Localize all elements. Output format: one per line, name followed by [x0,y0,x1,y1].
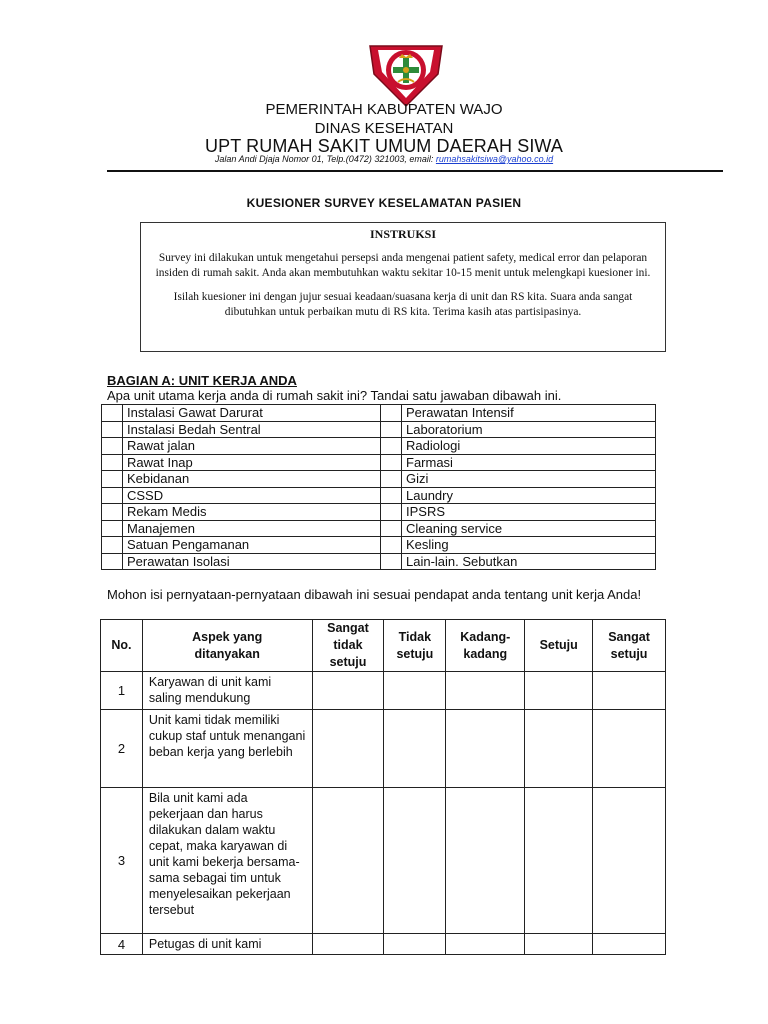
header-sts-text: Sangat tidak setuju [327,621,369,669]
unit-label-right: Perawatan Intensif [402,405,656,422]
unit-label-right: Gizi [402,471,656,488]
section-a-question: Apa unit utama kerja anda di rumah sakit ini? Tandai satu jawaban dibawah ini. [107,388,562,403]
unit-selection-table [101,404,656,570]
header-kadang-text: Kadang-kadang [460,629,511,661]
answer-cell-sangat-tidak-setuju[interactable] [312,934,384,955]
header-ts-text: Tidak setuju [396,629,434,661]
instruction-paragraph-1: Survey ini dilakukan untuk mengetahui persepsi anda mengenai patient safety, medical error dan pelaporan insiden di rumah sakit. Anda akan membutuhkan waktu sekitar 10-15 menit untuk melengkapi kuesioner ini. [155,251,651,279]
unit-label-left: Rawat jalan [123,438,381,455]
unit-label-right: Laboratorium [402,421,656,438]
item-number: 1 [101,672,143,710]
answer-cell-sangat-tidak-setuju[interactable] [312,710,384,788]
address-text: Jalan Andi Djaja Nomor 01, Telp.(0472) 321003, email: [214,154,434,164]
item-text: Petugas di unit kami [142,934,312,955]
unit-checkbox-left[interactable] [102,405,123,422]
unit-row [102,454,656,471]
answer-cell-kadang[interactable] [446,710,525,788]
unit-label-right: Laundry [402,487,656,504]
unit-checkbox-left[interactable] [102,438,123,455]
unit-row [102,438,656,455]
unit-checkbox-left[interactable] [102,504,123,521]
unit-checkbox-left[interactable] [102,553,123,570]
unit-checkbox-right[interactable] [381,421,402,438]
header-address [0,154,768,164]
unit-checkbox-right[interactable] [381,454,402,471]
statement-prompt: Mohon isi pernyataan-pernyataan dibawah ini sesuai pendapat anda tentang unit kerja Anda! [107,587,642,602]
unit-label-right: Radiologi [402,438,656,455]
unit-label-right: Farmasi [402,454,656,471]
header-tidak-setuju [384,620,446,672]
answer-cell-setuju[interactable] [525,672,593,710]
answer-cell-kadang[interactable] [446,672,525,710]
unit-checkbox-right[interactable] [381,487,402,504]
unit-row [102,405,656,422]
unit-label-left: Perawatan Isolasi [123,553,381,570]
instruction-heading: INSTRUKSI [369,227,437,241]
likert-row [101,788,666,934]
unit-checkbox-left[interactable] [102,537,123,554]
header-kadang [446,620,525,672]
header-no: No. [101,620,143,672]
unit-row [102,421,656,438]
answer-cell-tidak-setuju[interactable] [384,710,446,788]
unit-label-right: IPSRS [402,504,656,521]
unit-row [102,471,656,488]
unit-checkbox-right[interactable] [381,471,402,488]
unit-label-right: Kesling [402,537,656,554]
unit-row [102,504,656,521]
unit-checkbox-left[interactable] [102,471,123,488]
answer-cell-sangat-setuju[interactable] [593,672,666,710]
section-a-heading: BAGIAN A: UNIT KERJA ANDA [107,373,297,388]
header-sangat-tidak-setuju [312,620,384,672]
unit-checkbox-right[interactable] [381,405,402,422]
header-ss-text: Sangat setuju [608,629,650,661]
header-aspect [142,620,312,672]
header-aspect-text: Aspek yang ditanyakan [192,629,263,661]
header-setuju: Setuju [525,620,593,672]
item-number: 3 [101,788,143,934]
item-text: Karyawan di unit kami saling mendukung [142,672,312,710]
unit-checkbox-right[interactable] [381,438,402,455]
item-number: 4 [101,934,143,955]
unit-row [102,537,656,554]
answer-cell-tidak-setuju[interactable] [384,672,446,710]
answer-cell-sangat-setuju[interactable] [593,934,666,955]
answer-cell-sangat-tidak-setuju[interactable] [312,788,384,934]
answer-cell-tidak-setuju[interactable] [384,934,446,955]
unit-label-right: Lain-lain. Sebutkan [402,553,656,570]
answer-cell-tidak-setuju[interactable] [384,788,446,934]
answer-cell-setuju[interactable] [525,934,593,955]
unit-label-left: Rawat Inap [123,454,381,471]
answer-cell-kadang[interactable] [446,934,525,955]
unit-label-left: Rekam Medis [123,504,381,521]
unit-label-left: Manajemen [123,520,381,537]
unit-checkbox-right[interactable] [381,553,402,570]
likert-table [100,619,666,955]
answer-cell-setuju[interactable] [525,788,593,934]
unit-checkbox-right[interactable] [381,504,402,521]
unit-row [102,553,656,570]
unit-checkbox-left[interactable] [102,454,123,471]
unit-checkbox-left[interactable] [102,487,123,504]
header-divider [107,170,723,172]
item-number: 2 [101,710,143,788]
unit-label-left: Satuan Pengamanan [123,537,381,554]
header-hospital: UPT RUMAH SAKIT UMUM DAERAH SIWA [205,136,563,156]
email-link[interactable]: rumahsakitsiwa@yahoo.co.id [435,154,554,164]
header-sangat-setuju [593,620,666,672]
item-text: Unit kami tidak memiliki cukup staf untuk menangani beban kerja yang berlebih [142,710,312,788]
likert-row [101,934,666,955]
instruction-box [140,222,666,352]
document-title: KUESIONER SURVEY KESELAMATAN PASIEN [246,196,522,210]
header-government: PEMERINTAH KABUPATEN WAJO [265,101,503,118]
answer-cell-sangat-tidak-setuju[interactable] [312,672,384,710]
answer-cell-sangat-setuju[interactable] [593,710,666,788]
answer-cell-setuju[interactable] [525,710,593,788]
hospital-logo [368,40,444,108]
item-text: Bila unit kami ada pekerjaan dan harus dilakukan dalam waktu cepat, maka karyawan di unit kami bekerja bersama-sama sebagai tim untuk menyelesaikan pekerjaan tersebut [142,788,312,934]
unit-checkbox-left[interactable] [102,520,123,537]
unit-label-left: Instalasi Bedah Sentral [123,421,381,438]
unit-label-left: Instalasi Gawat Darurat [123,405,381,422]
unit-checkbox-right[interactable] [381,537,402,554]
unit-row [102,487,656,504]
instruction-paragraph-2: Isilah kuesioner ini dengan jujur sesuai keadaan/suasana kerja di unit dan RS kita. Suara anda sangat dibutuhkan untuk perbaikan mutu di RS kita. Terima kasih atas partisipasinya. [173,290,633,318]
unit-label-left: CSSD [123,487,381,504]
unit-checkbox-left[interactable] [102,421,123,438]
answer-cell-sangat-setuju[interactable] [593,788,666,934]
unit-row [102,520,656,537]
likert-row [101,672,666,710]
unit-checkbox-right[interactable] [381,520,402,537]
header-department: DINAS KESEHATAN [314,120,454,137]
answer-cell-kadang[interactable] [446,788,525,934]
unit-label-left: Kebidanan [123,471,381,488]
likert-row [101,710,666,788]
unit-label-right: Cleaning service [402,520,656,537]
